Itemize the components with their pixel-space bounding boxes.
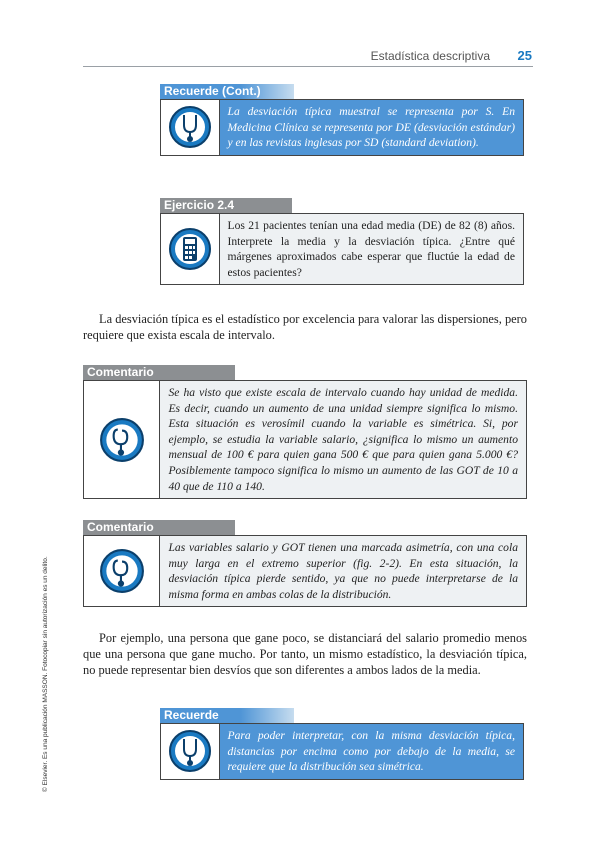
ejercicio-icon-cell [161, 214, 220, 284]
recuerde-cont-icon-cell [161, 100, 220, 155]
recuerde-title: Recuerde [160, 708, 294, 723]
comentario-2-text: Las variables salario y GOT tienen una marcada asimetría, con una cola muy larga en el extremo superior (fig. 2-2). En esta situación, la desviación típica pierde sentido, ya que no puede interpretarse de la misma forma en ambas colas de la distribución. [160, 536, 526, 606]
comentario-1-box [83, 365, 527, 499]
ejercicio-box [160, 198, 524, 285]
stethoscope-icon [99, 417, 145, 463]
calculator-icon [168, 227, 212, 271]
recuerde-text: Para poder interpretar, con la misma desviación típica, distancias por encima como por debajo de la media, se requiere que la distribución sea simétrica. [220, 724, 524, 779]
recuerde-cont-title: Recuerde (Cont.) [160, 84, 294, 99]
recuerde-cont-box [160, 84, 524, 156]
comentario-2-title: Comentario [83, 520, 235, 535]
recuerde-icon-cell [161, 724, 220, 779]
ejercicio-text: Los 21 pacientes tenían una edad media (DE) de 82 (8) años. Interprete la media y la desviación típica. ¿Entre qué márgenes aproximados cabe esperar que fluctúe la edad de estos pacientes? [220, 214, 524, 284]
header-rule [83, 66, 533, 67]
stethoscope-icon [168, 729, 212, 773]
running-title: Estadística descriptiva [370, 49, 490, 63]
comentario-1-text: Se ha visto que existe escala de intervalo cuando hay unidad de medida. Es decir, cuando un aumento de una unidad siempre significa lo mismo. Esta situación es verosímil cuando la variable es simétrica. Si, por ejemplo, se estudia la variable salario, ¿significa lo mismo un aumento mensual de 100 € para quien gana 500 € que para quien gana 5.000 €? Posiblemente tampoco significa lo mismo un aumento de las GOT de 10 a 40 que de 110 a 140. [160, 381, 526, 498]
comentario-2-icon-cell [84, 536, 160, 606]
comentario-1-title: Comentario [83, 365, 235, 380]
paragraph-1: La desviación típica es el estadístico por excelencia para valorar las dispersiones, pero requiere que exista escala de intervalo. [83, 312, 527, 342]
copyright-sidebar: © Elsevier. Es una publicación MASSON. Fotocopiar sin autorización es un delito. [42, 556, 49, 792]
comentario-1-icon-cell [84, 381, 160, 498]
page-number: 25 [517, 48, 532, 63]
paragraph-2: Por ejemplo, una persona que gane poco, se distanciará del salario promedio menos que una persona que gane mucho. Por tanto, un mismo estadístico, la desviación típica, no puede representar bien desvíos que son diferentes a ambos lados de la media. [83, 631, 527, 677]
recuerde-box [160, 708, 524, 780]
stethoscope-icon [99, 548, 145, 594]
stethoscope-icon [168, 105, 212, 149]
ejercicio-title: Ejercicio 2.4 [160, 198, 292, 213]
recuerde-cont-text: La desviación típica muestral se representa por S. En Medicina Clínica se representa por DE (desviación estándar) y en las revistas inglesas por SD (standard deviation). [220, 100, 524, 155]
comentario-2-box [83, 520, 527, 607]
